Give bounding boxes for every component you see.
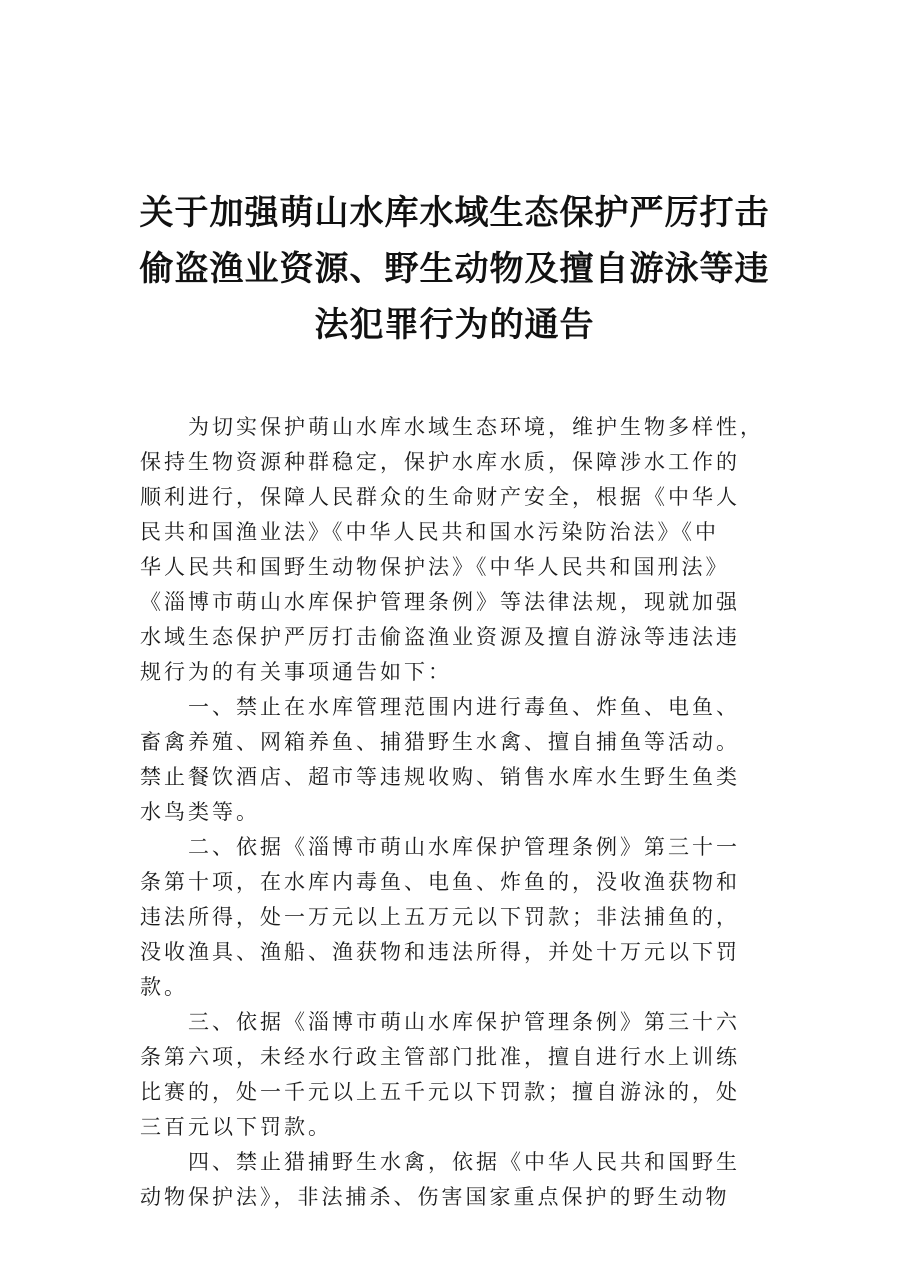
text-line: 一、禁止在水库管理范围内进行毒鱼、炸鱼、电鱼、 bbox=[188, 695, 740, 719]
title-line-3: 法犯罪行为的通告 bbox=[314, 305, 595, 345]
title-line-2: 偷盗渔业资源、野生动物及擅自游泳等违 bbox=[139, 249, 770, 289]
paragraph-item-1 bbox=[140, 690, 780, 830]
text-line: 规行为的有关事项通告如下： bbox=[140, 660, 452, 684]
text-line: 比赛的，处一千元以上五千元以下罚款；擅自游泳的，处 bbox=[140, 1080, 740, 1104]
text-line: 条第六项，未经水行政主管部门批准，擅自进行水上训练 bbox=[140, 1045, 740, 1069]
text-line: 民共和国渔业法》《中华人民共和国水污染防治法》《中 bbox=[140, 520, 719, 544]
text-line: 水域生态保护严厉打击偷盗渔业资源及擅自游泳等违法违 bbox=[140, 625, 740, 649]
text-line: 保持生物资源种群稳定，保护水库水质，保障涉水工作的 bbox=[140, 450, 740, 474]
text-line: 四、禁止猎捕野生水禽，依据《中华人民共和国野生 bbox=[188, 1150, 740, 1174]
text-line: 顺利进行，保障人民群众的生命财产安全，根据《中华人 bbox=[140, 485, 740, 509]
text-line: 华人民共和国野生动物保护法》《中华人民共和国刑法》 bbox=[140, 555, 730, 579]
text-line: 违法所得，处一万元以上五万元以下罚款；非法捕鱼的， bbox=[140, 905, 740, 929]
text-line: 三百元以下罚款。 bbox=[140, 1115, 332, 1139]
paragraph-item-4 bbox=[140, 1145, 780, 1215]
text-line: 款。 bbox=[140, 975, 188, 999]
text-line: 动物保护法》，非法捕杀、伤害国家重点保护的野生动物 bbox=[140, 1185, 730, 1209]
text-line: 为切实保护萌山水库水域生态环境，维护生物多样性， bbox=[188, 415, 764, 439]
title-line-1: 关于加强萌山水库水域生态保护严厉打击 bbox=[139, 193, 770, 233]
text-line: 二、依据《淄博市萌山水库保护管理条例》第三十一 bbox=[188, 835, 740, 859]
text-line: 三、依据《淄博市萌山水库保护管理条例》第三十六 bbox=[188, 1010, 740, 1034]
text-line: 没收渔具、渔船、渔获物和违法所得，并处十万元以下罚 bbox=[140, 940, 740, 964]
text-line: 禁止餐饮酒店、超市等违规收购、销售水库水生野生鱼类 bbox=[140, 765, 740, 789]
paragraph-item-2 bbox=[140, 830, 780, 1005]
text-line: 《淄博市萌山水库保护管理条例》等法律法规，现就加强 bbox=[140, 590, 740, 614]
document-body bbox=[140, 410, 780, 1215]
paragraph-preamble bbox=[140, 410, 780, 690]
text-line: 条第十项，在水库内毒鱼、电鱼、炸鱼的，没收渔获物和 bbox=[140, 870, 740, 894]
text-line: 畜禽养殖、网箱养鱼、捕猎野生水禽、擅自捕鱼等活动。 bbox=[140, 730, 740, 754]
paragraph-item-3 bbox=[140, 1005, 780, 1145]
text-line: 水鸟类等。 bbox=[140, 800, 260, 824]
document-title bbox=[0, 185, 909, 353]
